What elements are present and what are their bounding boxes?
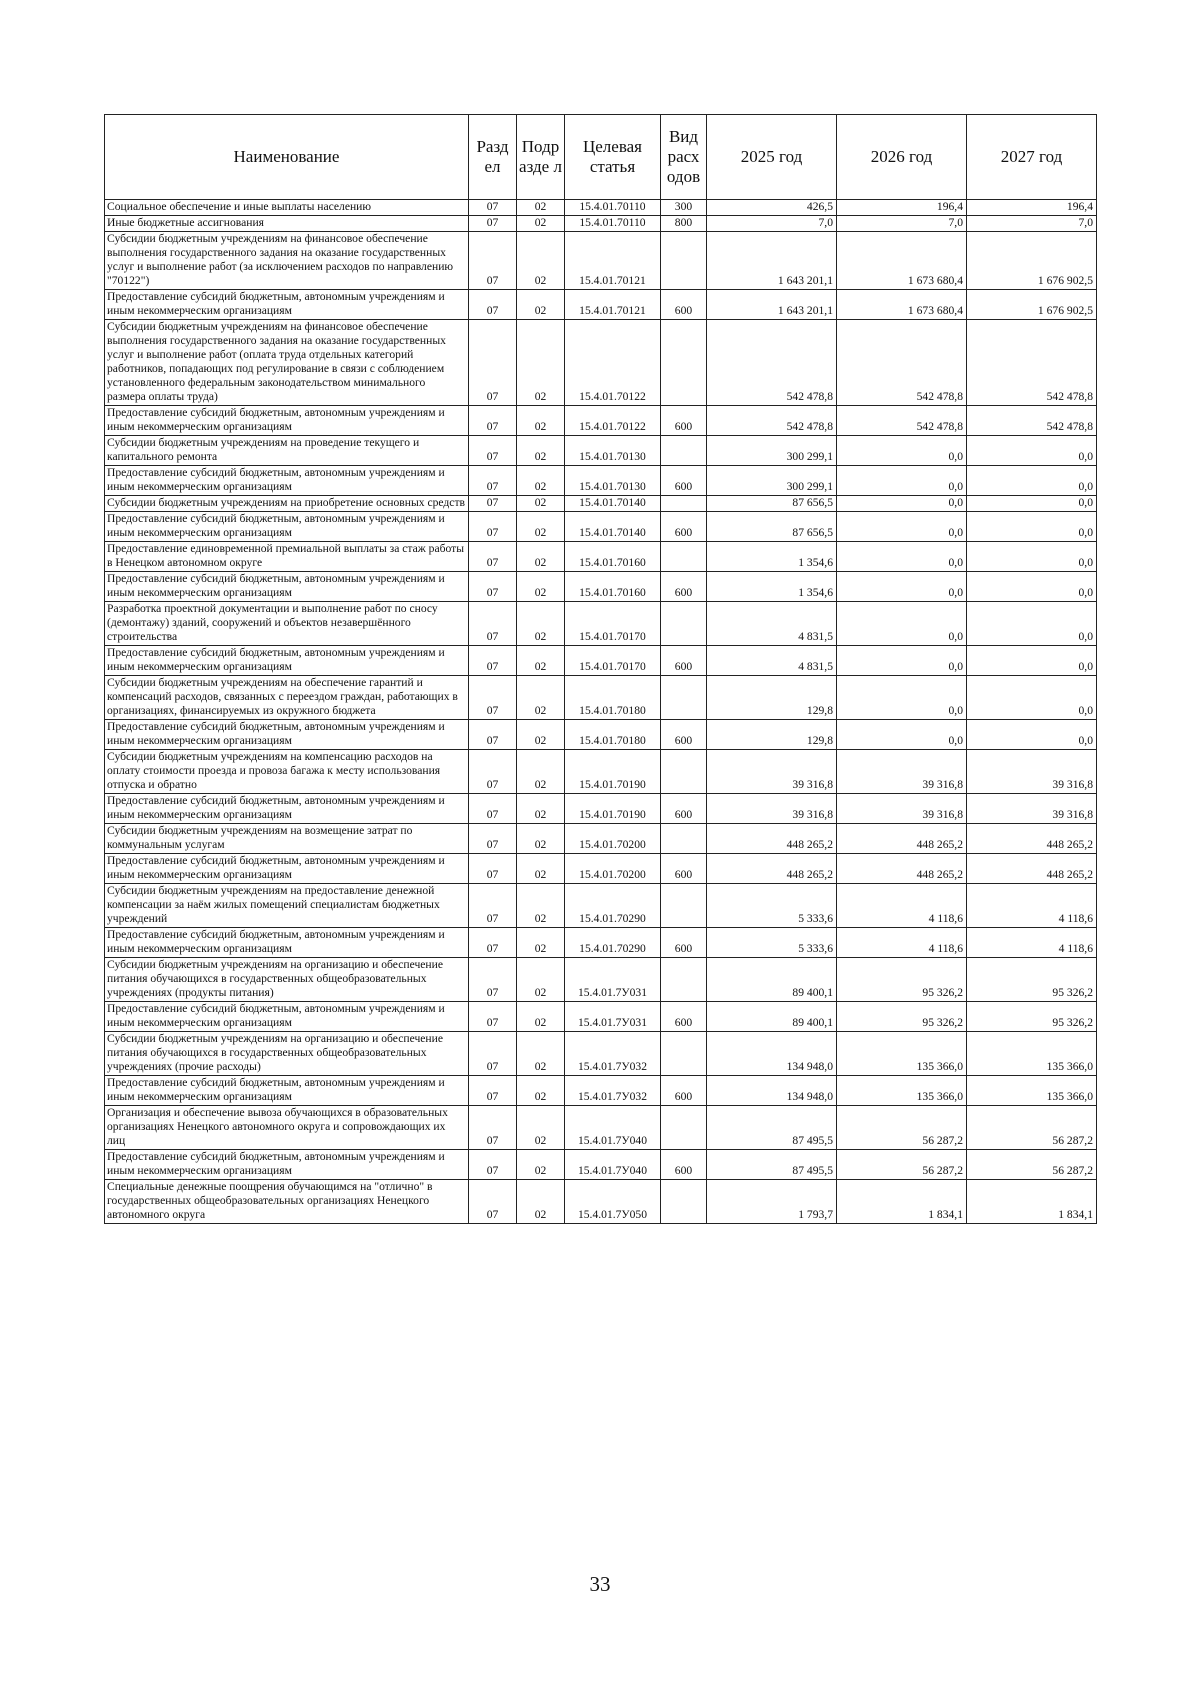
cell-2025: 426,5 bbox=[707, 200, 837, 216]
table-row bbox=[105, 200, 1097, 216]
cell-podrazdel: 02 bbox=[517, 1002, 565, 1032]
cell-name: Разработка проектной документации и выполнение работ по сносу (демонтажу) зданий, сооружений и объектов незавершённого строительства bbox=[105, 602, 469, 646]
cell-podrazdel: 02 bbox=[517, 320, 565, 406]
cell-vid: 800 bbox=[661, 216, 707, 232]
cell-name: Предоставление единовременной премиальной выплаты за стаж работы в Ненецком автономном округе bbox=[105, 542, 469, 572]
cell-name: Предоставление субсидий бюджетным, автономным учреждениям и иным некоммерческим организациям bbox=[105, 928, 469, 958]
table-body bbox=[105, 200, 1097, 1224]
table-row bbox=[105, 512, 1097, 542]
table-row bbox=[105, 572, 1097, 602]
cell-2025: 300 299,1 bbox=[707, 436, 837, 466]
cell-celevaya: 15.4.01.70170 bbox=[565, 602, 661, 646]
cell-name: Предоставление субсидий бюджетным, автономным учреждениям и иным некоммерческим организациям bbox=[105, 406, 469, 436]
cell-2027: 196,4 bbox=[967, 200, 1097, 216]
cell-2025: 4 831,5 bbox=[707, 602, 837, 646]
cell-2026: 542 478,8 bbox=[837, 320, 967, 406]
cell-2025: 1 354,6 bbox=[707, 572, 837, 602]
cell-razdel: 07 bbox=[469, 854, 517, 884]
cell-razdel: 07 bbox=[469, 1150, 517, 1180]
cell-2027: 448 265,2 bbox=[967, 854, 1097, 884]
cell-2027: 39 316,8 bbox=[967, 794, 1097, 824]
cell-podrazdel: 02 bbox=[517, 958, 565, 1002]
cell-2027: 0,0 bbox=[967, 572, 1097, 602]
cell-podrazdel: 02 bbox=[517, 824, 565, 854]
cell-2025: 39 316,8 bbox=[707, 750, 837, 794]
cell-vid bbox=[661, 496, 707, 512]
cell-name: Субсидии бюджетным учреждениям на организацию и обеспечение питания обучающихся в государственных общеобразовательных учреждениях (прочие расходы) bbox=[105, 1032, 469, 1076]
cell-celevaya: 15.4.01.70180 bbox=[565, 720, 661, 750]
cell-razdel: 07 bbox=[469, 928, 517, 958]
cell-2025: 129,8 bbox=[707, 720, 837, 750]
cell-razdel: 07 bbox=[469, 1002, 517, 1032]
cell-name: Иные бюджетные ассигнования bbox=[105, 216, 469, 232]
cell-razdel: 07 bbox=[469, 542, 517, 572]
cell-celevaya: 15.4.01.7У032 bbox=[565, 1076, 661, 1106]
cell-razdel: 07 bbox=[469, 406, 517, 436]
cell-vid: 600 bbox=[661, 854, 707, 884]
cell-celevaya: 15.4.01.70170 bbox=[565, 646, 661, 676]
cell-2026: 0,0 bbox=[837, 542, 967, 572]
cell-2027: 448 265,2 bbox=[967, 824, 1097, 854]
header-vid: Вид расх одов bbox=[661, 115, 707, 200]
cell-2027: 95 326,2 bbox=[967, 1002, 1097, 1032]
cell-celevaya: 15.4.01.70122 bbox=[565, 320, 661, 406]
cell-name: Субсидии бюджетным учреждениям на возмещение затрат по коммунальным услугам bbox=[105, 824, 469, 854]
cell-name: Предоставление субсидий бюджетным, автономным учреждениям и иным некоммерческим организациям bbox=[105, 466, 469, 496]
cell-vid: 600 bbox=[661, 406, 707, 436]
cell-podrazdel: 02 bbox=[517, 216, 565, 232]
cell-podrazdel: 02 bbox=[517, 200, 565, 216]
table-row bbox=[105, 436, 1097, 466]
cell-name: Предоставление субсидий бюджетным, автономным учреждениям и иным некоммерческим организациям bbox=[105, 1002, 469, 1032]
cell-2025: 87 495,5 bbox=[707, 1150, 837, 1180]
cell-2027: 1 834,1 bbox=[967, 1180, 1097, 1224]
cell-2027: 56 287,2 bbox=[967, 1150, 1097, 1180]
table-row bbox=[105, 884, 1097, 928]
cell-name: Субсидии бюджетным учреждениям на компенсацию расходов на оплату стоимости проезда и провоза багажа к месту использования отпуска и обратно bbox=[105, 750, 469, 794]
cell-podrazdel: 02 bbox=[517, 854, 565, 884]
cell-razdel: 07 bbox=[469, 1106, 517, 1150]
cell-podrazdel: 02 bbox=[517, 496, 565, 512]
cell-2027: 1 676 902,5 bbox=[967, 232, 1097, 290]
cell-2025: 5 333,6 bbox=[707, 928, 837, 958]
cell-celevaya: 15.4.01.70190 bbox=[565, 750, 661, 794]
cell-vid bbox=[661, 884, 707, 928]
header-celevaya: Целевая статья bbox=[565, 115, 661, 200]
table-row bbox=[105, 1076, 1097, 1106]
cell-name: Субсидии бюджетным учреждениям на приобретение основных средств bbox=[105, 496, 469, 512]
cell-2026: 0,0 bbox=[837, 720, 967, 750]
cell-name: Специальные денежные поощрения обучающимся на "отлично" в государственных общеобразовательных организациях Ненецкого автономного округа bbox=[105, 1180, 469, 1224]
cell-2026: 0,0 bbox=[837, 572, 967, 602]
cell-razdel: 07 bbox=[469, 958, 517, 1002]
cell-razdel: 07 bbox=[469, 216, 517, 232]
cell-vid: 600 bbox=[661, 646, 707, 676]
cell-2027: 0,0 bbox=[967, 646, 1097, 676]
cell-celevaya: 15.4.01.70290 bbox=[565, 928, 661, 958]
cell-2025: 1 793,7 bbox=[707, 1180, 837, 1224]
table-row bbox=[105, 1106, 1097, 1150]
cell-2026: 4 118,6 bbox=[837, 928, 967, 958]
cell-name: Субсидии бюджетным учреждениям на организацию и обеспечение питания обучающихся в государственных общеобразовательных учреждениях (продукты питания) bbox=[105, 958, 469, 1002]
cell-vid bbox=[661, 1032, 707, 1076]
cell-razdel: 07 bbox=[469, 232, 517, 290]
cell-name: Предоставление субсидий бюджетным, автономным учреждениям и иным некоммерческим организациям bbox=[105, 290, 469, 320]
cell-2026: 56 287,2 bbox=[837, 1150, 967, 1180]
cell-2025: 134 948,0 bbox=[707, 1076, 837, 1106]
table-row bbox=[105, 542, 1097, 572]
cell-celevaya: 15.4.01.70140 bbox=[565, 512, 661, 542]
cell-razdel: 07 bbox=[469, 1076, 517, 1106]
cell-razdel: 07 bbox=[469, 794, 517, 824]
cell-2026: 56 287,2 bbox=[837, 1106, 967, 1150]
cell-celevaya: 15.4.01.7У040 bbox=[565, 1150, 661, 1180]
cell-razdel: 07 bbox=[469, 676, 517, 720]
cell-2027: 39 316,8 bbox=[967, 750, 1097, 794]
cell-2025: 134 948,0 bbox=[707, 1032, 837, 1076]
cell-2026: 95 326,2 bbox=[837, 1002, 967, 1032]
cell-celevaya: 15.4.01.70121 bbox=[565, 290, 661, 320]
cell-2026: 0,0 bbox=[837, 646, 967, 676]
cell-podrazdel: 02 bbox=[517, 794, 565, 824]
cell-2025: 1 643 201,1 bbox=[707, 290, 837, 320]
table-row bbox=[105, 676, 1097, 720]
cell-celevaya: 15.4.01.70190 bbox=[565, 794, 661, 824]
table-row bbox=[105, 216, 1097, 232]
cell-2026: 135 366,0 bbox=[837, 1032, 967, 1076]
cell-celevaya: 15.4.01.7У040 bbox=[565, 1106, 661, 1150]
cell-razdel: 07 bbox=[469, 320, 517, 406]
cell-razdel: 07 bbox=[469, 200, 517, 216]
cell-2026: 542 478,8 bbox=[837, 406, 967, 436]
cell-vid: 600 bbox=[661, 1002, 707, 1032]
cell-vid bbox=[661, 232, 707, 290]
cell-name: Субсидии бюджетным учреждениям на финансовое обеспечение выполнения государственного задания на оказание государственных услуг и выполнение работ (за исключением расходов по направлению "70122") bbox=[105, 232, 469, 290]
cell-2027: 542 478,8 bbox=[967, 406, 1097, 436]
cell-razdel: 07 bbox=[469, 1032, 517, 1076]
cell-celevaya: 15.4.01.70180 bbox=[565, 676, 661, 720]
cell-razdel: 07 bbox=[469, 1180, 517, 1224]
cell-razdel: 07 bbox=[469, 824, 517, 854]
cell-razdel: 07 bbox=[469, 602, 517, 646]
cell-celevaya: 15.4.01.70160 bbox=[565, 572, 661, 602]
cell-name: Социальное обеспечение и иные выплаты населению bbox=[105, 200, 469, 216]
cell-2026: 7,0 bbox=[837, 216, 967, 232]
cell-razdel: 07 bbox=[469, 646, 517, 676]
cell-2025: 129,8 bbox=[707, 676, 837, 720]
cell-vid bbox=[661, 676, 707, 720]
cell-vid: 600 bbox=[661, 1150, 707, 1180]
table-row bbox=[105, 406, 1097, 436]
cell-2027: 0,0 bbox=[967, 512, 1097, 542]
cell-name: Предоставление субсидий бюджетным, автономным учреждениям и иным некоммерческим организациям bbox=[105, 1150, 469, 1180]
cell-vid bbox=[661, 750, 707, 794]
cell-2025: 1 643 201,1 bbox=[707, 232, 837, 290]
cell-podrazdel: 02 bbox=[517, 1032, 565, 1076]
cell-razdel: 07 bbox=[469, 496, 517, 512]
cell-name: Предоставление субсидий бюджетным, автономным учреждениям и иным некоммерческим организациям bbox=[105, 720, 469, 750]
cell-podrazdel: 02 bbox=[517, 750, 565, 794]
cell-2025: 87 656,5 bbox=[707, 496, 837, 512]
table-row bbox=[105, 854, 1097, 884]
cell-2027: 135 366,0 bbox=[967, 1032, 1097, 1076]
cell-podrazdel: 02 bbox=[517, 1106, 565, 1150]
cell-name: Субсидии бюджетным учреждениям на предоставление денежной компенсации за наём жилых помещений специалистам бюджетных учреждений bbox=[105, 884, 469, 928]
cell-name: Предоставление субсидий бюджетным, автономным учреждениям и иным некоммерческим организациям bbox=[105, 1076, 469, 1106]
cell-2025: 300 299,1 bbox=[707, 466, 837, 496]
cell-podrazdel: 02 bbox=[517, 1076, 565, 1106]
cell-2026: 0,0 bbox=[837, 496, 967, 512]
cell-razdel: 07 bbox=[469, 884, 517, 928]
table-row bbox=[105, 290, 1097, 320]
cell-2026: 1 673 680,4 bbox=[837, 232, 967, 290]
cell-vid bbox=[661, 320, 707, 406]
table-row bbox=[105, 750, 1097, 794]
table-row bbox=[105, 1150, 1097, 1180]
table-row bbox=[105, 466, 1097, 496]
cell-name: Субсидии бюджетным учреждениям на финансовое обеспечение выполнения государственного задания на оказание государственных услуг и выполнение работ (оплата труда отдельных категорий работников, попадающих под регулирование в связи с соблюдением установленного федеральным законодательством минимального размера оплаты труда) bbox=[105, 320, 469, 406]
cell-2025: 89 400,1 bbox=[707, 958, 837, 1002]
cell-name: Предоставление субсидий бюджетным, автономным учреждениям и иным некоммерческим организациям bbox=[105, 854, 469, 884]
budget-table bbox=[104, 114, 1097, 1224]
cell-celevaya: 15.4.01.7У031 bbox=[565, 958, 661, 1002]
cell-name: Предоставление субсидий бюджетным, автономным учреждениям и иным некоммерческим организациям bbox=[105, 794, 469, 824]
cell-vid bbox=[661, 824, 707, 854]
cell-podrazdel: 02 bbox=[517, 466, 565, 496]
cell-podrazdel: 02 bbox=[517, 602, 565, 646]
header-row bbox=[105, 115, 1097, 200]
cell-podrazdel: 02 bbox=[517, 720, 565, 750]
cell-vid bbox=[661, 1180, 707, 1224]
cell-vid: 600 bbox=[661, 466, 707, 496]
cell-celevaya: 15.4.01.7У032 bbox=[565, 1032, 661, 1076]
cell-razdel: 07 bbox=[469, 512, 517, 542]
cell-2026: 196,4 bbox=[837, 200, 967, 216]
cell-2027: 4 118,6 bbox=[967, 928, 1097, 958]
cell-2026: 0,0 bbox=[837, 512, 967, 542]
header-2025: 2025 год bbox=[707, 115, 837, 200]
table-row bbox=[105, 794, 1097, 824]
cell-celevaya: 15.4.01.70122 bbox=[565, 406, 661, 436]
table-row bbox=[105, 958, 1097, 1002]
cell-celevaya: 15.4.01.70121 bbox=[565, 232, 661, 290]
cell-2027: 95 326,2 bbox=[967, 958, 1097, 1002]
table-row bbox=[105, 1180, 1097, 1224]
cell-2026: 448 265,2 bbox=[837, 854, 967, 884]
cell-2027: 0,0 bbox=[967, 720, 1097, 750]
cell-2027: 542 478,8 bbox=[967, 320, 1097, 406]
header-2027: 2027 год bbox=[967, 115, 1097, 200]
table-row bbox=[105, 602, 1097, 646]
cell-2027: 4 118,6 bbox=[967, 884, 1097, 928]
cell-2025: 542 478,8 bbox=[707, 406, 837, 436]
cell-2027: 1 676 902,5 bbox=[967, 290, 1097, 320]
cell-2026: 39 316,8 bbox=[837, 794, 967, 824]
cell-2025: 448 265,2 bbox=[707, 824, 837, 854]
cell-vid bbox=[661, 602, 707, 646]
cell-razdel: 07 bbox=[469, 720, 517, 750]
table-row bbox=[105, 646, 1097, 676]
cell-vid: 600 bbox=[661, 794, 707, 824]
cell-2025: 7,0 bbox=[707, 216, 837, 232]
cell-razdel: 07 bbox=[469, 466, 517, 496]
header-name: Наименование bbox=[105, 115, 469, 200]
cell-celevaya: 15.4.01.70290 bbox=[565, 884, 661, 928]
cell-2025: 4 831,5 bbox=[707, 646, 837, 676]
cell-2026: 135 366,0 bbox=[837, 1076, 967, 1106]
cell-razdel: 07 bbox=[469, 572, 517, 602]
cell-razdel: 07 bbox=[469, 436, 517, 466]
cell-celevaya: 15.4.01.70200 bbox=[565, 824, 661, 854]
cell-podrazdel: 02 bbox=[517, 232, 565, 290]
cell-celevaya: 15.4.01.70200 bbox=[565, 854, 661, 884]
cell-2026: 4 118,6 bbox=[837, 884, 967, 928]
cell-2026: 0,0 bbox=[837, 676, 967, 720]
cell-2027: 0,0 bbox=[967, 542, 1097, 572]
cell-2025: 542 478,8 bbox=[707, 320, 837, 406]
cell-vid bbox=[661, 436, 707, 466]
cell-vid bbox=[661, 542, 707, 572]
cell-podrazdel: 02 bbox=[517, 572, 565, 602]
cell-podrazdel: 02 bbox=[517, 676, 565, 720]
cell-2026: 39 316,8 bbox=[837, 750, 967, 794]
table-row bbox=[105, 320, 1097, 406]
cell-2027: 0,0 bbox=[967, 602, 1097, 646]
cell-2025: 1 354,6 bbox=[707, 542, 837, 572]
cell-podrazdel: 02 bbox=[517, 290, 565, 320]
cell-2027: 0,0 bbox=[967, 676, 1097, 720]
cell-2027: 0,0 bbox=[967, 496, 1097, 512]
cell-vid: 600 bbox=[661, 512, 707, 542]
cell-podrazdel: 02 bbox=[517, 1150, 565, 1180]
cell-name: Предоставление субсидий бюджетным, автономным учреждениям и иным некоммерческим организациям bbox=[105, 646, 469, 676]
table-row bbox=[105, 720, 1097, 750]
cell-podrazdel: 02 bbox=[517, 646, 565, 676]
cell-vid bbox=[661, 958, 707, 1002]
header-razdel: Разд ел bbox=[469, 115, 517, 200]
cell-vid: 600 bbox=[661, 928, 707, 958]
cell-name: Организация и обеспечение вывоза обучающихся в образовательных организациях Ненецкого автономного округа и сопровождающих их лиц bbox=[105, 1106, 469, 1150]
table-row bbox=[105, 232, 1097, 290]
cell-2027: 0,0 bbox=[967, 436, 1097, 466]
cell-2027: 0,0 bbox=[967, 466, 1097, 496]
cell-2025: 87 656,5 bbox=[707, 512, 837, 542]
cell-2026: 0,0 bbox=[837, 436, 967, 466]
cell-2026: 1 673 680,4 bbox=[837, 290, 967, 320]
cell-2027: 56 287,2 bbox=[967, 1106, 1097, 1150]
cell-2025: 5 333,6 bbox=[707, 884, 837, 928]
cell-podrazdel: 02 bbox=[517, 1180, 565, 1224]
cell-name: Субсидии бюджетным учреждениям на обеспечение гарантий и компенсаций расходов, связанных с переездом граждан, работающих в организациях, финансируемых из окружного бюджета bbox=[105, 676, 469, 720]
table-row bbox=[105, 928, 1097, 958]
cell-vid: 300 bbox=[661, 200, 707, 216]
cell-celevaya: 15.4.01.70110 bbox=[565, 200, 661, 216]
cell-2026: 95 326,2 bbox=[837, 958, 967, 1002]
table-row bbox=[105, 1032, 1097, 1076]
table-row bbox=[105, 1002, 1097, 1032]
cell-podrazdel: 02 bbox=[517, 542, 565, 572]
cell-2026: 0,0 bbox=[837, 602, 967, 646]
cell-podrazdel: 02 bbox=[517, 406, 565, 436]
cell-vid: 600 bbox=[661, 1076, 707, 1106]
table-row bbox=[105, 496, 1097, 512]
cell-2026: 448 265,2 bbox=[837, 824, 967, 854]
cell-name: Предоставление субсидий бюджетным, автономным учреждениям и иным некоммерческим организациям bbox=[105, 512, 469, 542]
cell-2025: 89 400,1 bbox=[707, 1002, 837, 1032]
header-podrazdel: Подр азде л bbox=[517, 115, 565, 200]
cell-2025: 448 265,2 bbox=[707, 854, 837, 884]
cell-2026: 0,0 bbox=[837, 466, 967, 496]
cell-celevaya: 15.4.01.70110 bbox=[565, 216, 661, 232]
cell-podrazdel: 02 bbox=[517, 928, 565, 958]
table-row bbox=[105, 824, 1097, 854]
cell-vid: 600 bbox=[661, 572, 707, 602]
cell-name: Субсидии бюджетным учреждениям на проведение текущего и капитального ремонта bbox=[105, 436, 469, 466]
cell-2027: 7,0 bbox=[967, 216, 1097, 232]
cell-vid bbox=[661, 1106, 707, 1150]
cell-celevaya: 15.4.01.70130 bbox=[565, 466, 661, 496]
cell-celevaya: 15.4.01.70140 bbox=[565, 496, 661, 512]
header-2026: 2026 год bbox=[837, 115, 967, 200]
cell-vid: 600 bbox=[661, 290, 707, 320]
cell-podrazdel: 02 bbox=[517, 512, 565, 542]
cell-podrazdel: 02 bbox=[517, 436, 565, 466]
cell-celevaya: 15.4.01.70130 bbox=[565, 436, 661, 466]
cell-2025: 87 495,5 bbox=[707, 1106, 837, 1150]
cell-celevaya: 15.4.01.7У050 bbox=[565, 1180, 661, 1224]
cell-2026: 1 834,1 bbox=[837, 1180, 967, 1224]
cell-2027: 135 366,0 bbox=[967, 1076, 1097, 1106]
cell-celevaya: 15.4.01.7У031 bbox=[565, 1002, 661, 1032]
page-number: 33 bbox=[589, 1572, 611, 1596]
cell-razdel: 07 bbox=[469, 290, 517, 320]
cell-name: Предоставление субсидий бюджетным, автономным учреждениям и иным некоммерческим организациям bbox=[105, 572, 469, 602]
cell-podrazdel: 02 bbox=[517, 884, 565, 928]
cell-2025: 39 316,8 bbox=[707, 794, 837, 824]
cell-celevaya: 15.4.01.70160 bbox=[565, 542, 661, 572]
cell-vid: 600 bbox=[661, 720, 707, 750]
cell-razdel: 07 bbox=[469, 750, 517, 794]
